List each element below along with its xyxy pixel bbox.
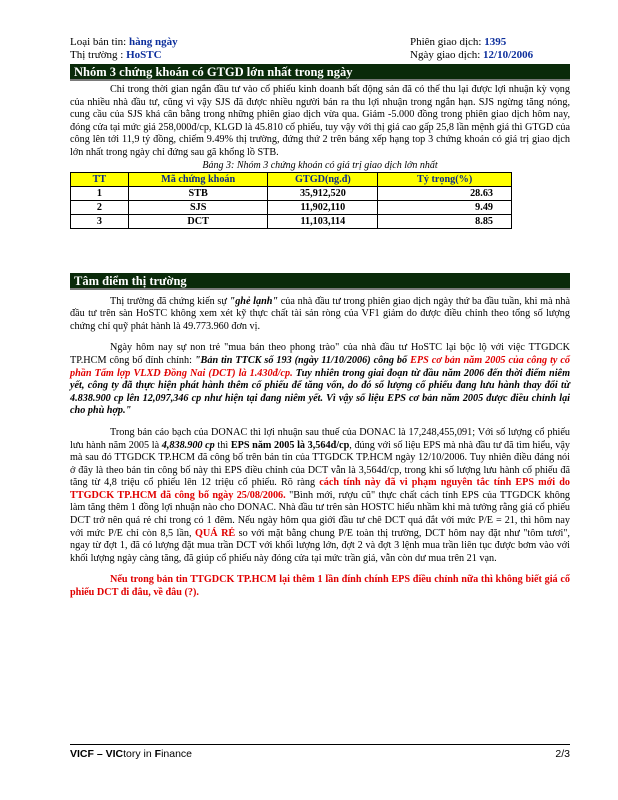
table-row [71, 214, 512, 228]
p3-red-cheap: QUÁ RẺ [194, 527, 236, 539]
p3-text-e: "Bình mới, rượu cũ" thực chất cách tính EPS của TTGDCK không làm tăng thêm 1 đồng lợi nhuận nào cho DONAC. Nhà đầu tư trên sàn HOSTC hiểu nhầm khi mà tưởng rằng giá cổ phiếu DCT trở nên quá rẻ chỉ trong có 1 đêm. Nếu ngày hôm qua giới đầu tư chê DCT quá đắt với mức P/E = 21, thì hôm nay với mức P/E chỉ còn 8,5 lần, [70, 489, 571, 539]
page-number: 2/3 [555, 748, 570, 760]
p3-text-a: Trong bản cáo bạch của DONAC thì lợi nhuận sau thuế của DONAC là 17,248,455,091; Với số lượng cổ phiếu lưu hành năm 2005 là [70, 426, 570, 451]
market-value: HoSTC [126, 49, 162, 61]
focus-paragraph-2 [70, 342, 570, 418]
header-tt: TT [71, 172, 129, 186]
top3-paragraph: Chỉ trong thời gian ngắn đầu tư vào cổ phiếu kinh doanh bất động sản đã có thể thu lại được lợi nhuận kỳ vọng của nhiều nhà đầu tư, cũng vì vậy SJS đã được nhiều người bán ra thu lợi nhuận trong ngắn hạn. SJS ngừng tăng nóng, cung cầu của SJS khá cân bằng trong những phiên giao dịch vừa qua. Giảm -5.000 đồng trong phiên giao dịch hôm nay, đóng cửa tại mức giá 258,000đ/cp, KLGD là 45.810 cổ phiếu, tuy vậy với thị giá cao gấp 25,8 lần mệnh giá thì GTGD của công lên tới 11,9 tỷ đồng, chiếm 9.49% thị trường, đứng thứ 2 trên bảng xếp hạng top 3 chứng khoán có giá trị giao dịch lớn nhất trong ngày chỉ đứng sau gã khổng lồ STB. [70, 84, 570, 158]
section-title-top3: Nhóm 3 chứng khoán có GTGD lớn nhất trong ngày [70, 64, 570, 81]
cell-code: STB [128, 186, 268, 200]
p2-quote-red: EPS cơ bản năm 2005 của công ty cổ phần Tấm lợp VLXD Đồng Nai (DCT) là 1.430đ/cp. [70, 354, 570, 379]
header-left [70, 36, 178, 62]
cell-tt: 3 [71, 214, 129, 228]
date-value: 12/10/2006 [483, 49, 534, 61]
table-caption: Bảng 3: Nhóm 3 chứng khoán có giá trị giao dịch lớn nhất [202, 159, 438, 171]
p2-quote-a: "Bản tin TTCK số 193 (ngày 11/10/2006) công bố [194, 354, 411, 366]
session-label: Phiên giao dịch: [410, 36, 482, 48]
bulletin-header [70, 36, 570, 64]
header-code: Mã chứng khoán [128, 172, 268, 186]
header-value: GTGD(ng.đ) [268, 172, 378, 186]
cell-value: 11,902,110 [268, 200, 378, 214]
page-footer [70, 744, 570, 760]
p3-red-violation: cách tính này đã vi phạm nguyên tắc tính EPS mới do TTGDCK TP.HCM đã công bố ngày 25/08/2006. [70, 477, 570, 501]
table-row [71, 200, 512, 214]
p1-emphasis: "ghẻ lạnh" [229, 295, 279, 307]
cell-code: SJS [128, 200, 268, 214]
p1-text-a: Thị trường đã chứng kiến sự [110, 295, 230, 307]
footer-inance: inance [161, 748, 193, 760]
focus-paragraph-4: Nếu trong bản tin TTGDCK TP.HCM lại thêm 1 lần đính chính EPS điều chỉnh nữa thì không biết giá cổ phiếu DCT đi đâu, về đâu (?). [70, 574, 570, 599]
focus-paragraph-3 [70, 427, 570, 566]
footer-brand [70, 748, 192, 760]
p1-text-b: của nhà đầu tư trong phiên giao dịch ngày thứ ba đầu tuần, khi mà nhà đầu tư trên sàn HoSTC không xem xét kỹ thực chất tài sản ròng của VF1 giảm do được điều chỉnh theo tổng số lượng chứng chỉ quỹ phát hành là 49.773.960 đơn vị. [70, 295, 570, 332]
footer-brand-vicf: VICF [70, 748, 94, 760]
p3-text-c: thì [214, 439, 231, 451]
table-row [71, 186, 512, 200]
market-label: Thị trường : [70, 49, 124, 61]
type-label: Loại bản tin: [70, 36, 127, 48]
footer-f: F [154, 748, 162, 760]
cell-share: 28.63 [378, 186, 512, 200]
focus-paragraph-1 [70, 296, 570, 334]
document-page [70, 36, 570, 600]
date-label: Ngày giao dịch: [410, 49, 481, 61]
table-header-row [71, 172, 512, 186]
header-share: Tỷ trọng(%) [378, 172, 512, 186]
cell-share: 8.85 [378, 214, 512, 228]
p2-text-a: Ngày hôm nay sự non trẻ "mua bán theo phong trào" của nhà đầu tư HoSTC lại bộc lộ với việc TTGDCK TP.HCM công bố đính chính: [70, 342, 570, 366]
cell-tt: 2 [71, 200, 129, 214]
p3-text-d: , đúng với số liệu EPS mà nhà đầu tư đã tìm hiểu, vậy mà sau đó TTGDCK TP.HCM đã công bố trên bản tin của TTGDCK TP.HCM ngày 12/10/2006. Tuy nhiên điều đáng nói ở đây là theo bản tin công bố này thì EPS điều chỉnh của DCT vẫn là 3,564đ/cp, trong khi số lượng lưu hành cổ phiếu đã tăng từ 4,8 triệu cổ phiếu lên 12 triệu cổ phiếu. Rõ ràng [70, 439, 570, 489]
cell-value: 11,103,114 [268, 214, 378, 228]
top3-table [70, 172, 512, 229]
p3-text-f: so với mặt bằng chung P/E toàn thị trường, DCT hôm nay đặt như "tôm tươi", ngay từ đợt 1, đã có lượng đặt mua trần DCT với khối lượng lớn, đợt 2 và đợt 3 lệnh mua trần liên tục được bơm vào với khối lượng ngày càng tăng, đã giúp cổ phiếu này đóng cửa tại mức trần giá, vẫn còn dư mua trên 21 vạn. [70, 527, 570, 564]
footer-sep: – [93, 748, 106, 760]
p3-bold-shares: 4,838.900 cp [161, 439, 215, 451]
cell-value: 35,912,520 [268, 186, 378, 200]
section-title-focus: Tâm điểm thị trường [70, 273, 570, 290]
p2-quote-b: Tuy nhiên trong giai đoạn từ đầu năm 2006 đến thời điểm niêm yết, công ty đã thực hiện phát hành thêm cổ phiếu để tăng vốn, do đó số lượng cổ phiếu đang lưu hành thay đổi từ 4.838.900 cp lên 12,097,346 cp như hiện tại đang niêm yết. Vì vậy số liệu EPS cơ bản năm 2005 được điều chỉnh lại cho phù hợp." [70, 367, 571, 417]
session-value: 1395 [484, 36, 507, 48]
cell-code: DCT [128, 214, 268, 228]
header-right [410, 36, 533, 62]
p3-bold-eps: EPS năm 2005 là 3,564đ/cp [230, 439, 350, 451]
cell-tt: 1 [71, 186, 129, 200]
cell-share: 9.49 [378, 200, 512, 214]
type-value: hàng ngày [128, 36, 178, 48]
footer-tory: tory in [123, 748, 155, 760]
footer-vic: VIC [105, 748, 124, 760]
